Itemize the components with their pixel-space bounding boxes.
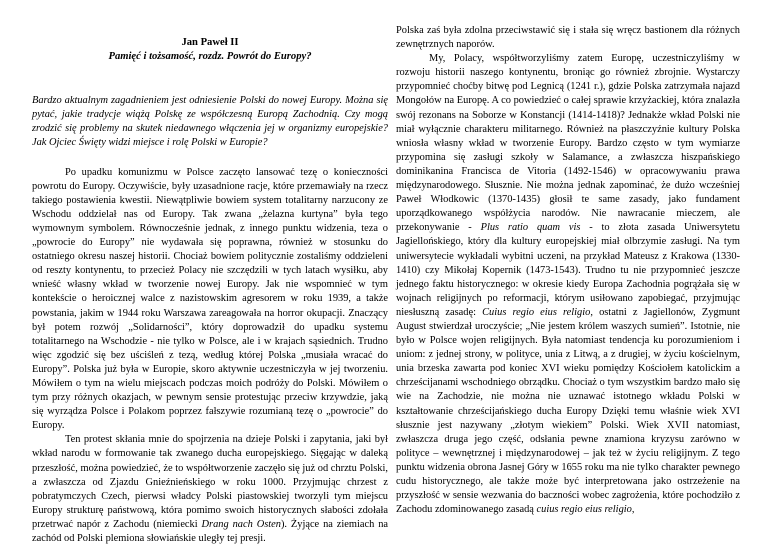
work-title: Pamięć i tożsamość, rozdz. Powrót do Europy?	[108, 51, 312, 63]
right-column	[396, 24, 740, 517]
paragraph-3-text-d: ,	[631, 504, 635, 516]
paragraph-3-text-c: , ostatni z Jagiellonów, Zygmunt August stwierdzał uroczyście; „Nie jestem królem waszych sumień”. Istotnie, nie było w Polsce wojen religijnych. Była natomiast tendencja ku porozumieniom i uniom: z jednej strony, w polityce, unia z Litwą, a z drugiej, w życiu kościelnym, unia brzeska zawarta pod koniec XVI wieku pomiędzy Kościołem katolickim a chrześcijanami wschodniego obrządku. Chociaż o tym wszystkim bardzo mało się wie na Zachodzie, nie można nie uznawać istotnego wkładu Polski w kształtowanie chrześcijańskiego ducha Europy Dzięki temu właśnie wiek XVI słusznie jest nazywany „złotym wiekiem” Polski. Wiek XVII natomiast, zwłaszcza druga jego część, odsłania pewne znamiona kryzysu zarówno w polityce – wewnętrznej i międzynarodowej – jak też w życiu religijnym. Z tego punktu widzenia obrona Jasnej Góry w 1655 roku ma nie tylko charakter pewnego cudu historycznego, ale także może być interpretowana jako ostrzeżenie na przyszłość w sensie wezwania do baczności wobec zagrożenia, które pochodziło z Zachodu zdominowanego zasadą	[396, 306, 740, 516]
continued-paragraph: Polska zaś była zdolna przeciwstawić się i stała się wręcz bastionem dla różnych zewnętrznych naporów.	[396, 25, 740, 51]
author-heading: Jan Paweł II	[181, 37, 239, 48]
body-paragraph-2	[32, 433, 388, 546]
title-block	[32, 36, 388, 64]
body-paragraph-3	[396, 52, 740, 517]
drang-nach-osten-phrase: Drang nach Osten	[201, 518, 281, 530]
paragraph-2-text-b: ). Żyjące na ziemiach na zachód od Polski plemiona słowiańskie uległy tej presji.	[32, 518, 388, 544]
plus-ratio-phrase: Plus ratio quam vis	[480, 222, 581, 234]
paragraph-2-text-a: Ten protest skłania mnie do spojrzenia na dzieje Polski i zapytania, jaki był wkład narodu w formowanie tak zwanego ducha europejskiego. Sięgając w daleką przeszłość, można powiedzieć, że to współtworzenie zaczęło się już od chrztu Polski, a zwłaszcza od Zjazdu Gnieźnieńskiego w roku 1000. Przyjmując chrzest z pobratymczych Czech, pierwsi władcy Polski piastowskiej tworzyli tym miejscu Europy strukturę państwową, która pomimo swoich historycznych słabości zdołała przetrwać napór z Zachodu (niemiecki	[32, 434, 388, 530]
body-paragraph-1: Po upadku komunizmu w Polsce zaczęto lansować tezę o konieczności powrotu do Europy. Oczywiście, były uzasadnione racje, które przemawiały na rzecz takiego postawienia kwestii. Niewątpliwie bowiem system totalitarny narzucony ze Wschodu oddzielał nas od Europy. Tak zwana „żelazna kurtyna” była tego wymownym symbolem. Równocześnie jednak, z innego punktu widzenia, teza o „powrocie do Europy” nie wydawała się poprawna, również w stosunku do ostatniego okresu naszej historii. Chociaż bowiem politycznie zostaliśmy oddzieleni od reszty kontynentu, to przecież Polacy nie szczędzili w tych latach wysiłku, aby wnieść własny wkład w tworzenie nowej Europy. Jak nie wspomnieć w tym kontekście o heroicznej walce z nazistowskim agresorem w roku 1939, a także powstania, jakim w 1944 roku Warszawa zareagowała na horror okupacji. Znaczący był potem rozwój „Solidarności”, który doprowadził do upadku systemu totalitarnego na Wschodzie - nie tylko w Polsce, ale i w krajach sąsiednich. Trudno więc zgodzić się bez uściśleń z tezą, według której Polska „musiała wracać do Europy”. Polska już była w Europie, skoro aktywnie uczestniczyła w jej tworzeniu. Mówiłem o tym na wielu miejscach podczas moich podróży do Polski. Mówiłem o tym przy różnych okazjach, w pewnym sensie protestując przeciw krzywdzie, jaką się wyrządza Polsce i Polakom poprzez fałszywie rozumianą tezę o „powrocie” do Europy.	[32, 166, 388, 432]
paragraph-3-text-a: My, Polacy, współtworzyliśmy zatem Europę, uczestniczyliśmy w rozwoju historii naszego kontynentu, broniąc go również zbrojnie. Wystarczy przypomnieć choćby bitwę pod Legnicą (1241 r.), gdzie Polska zatrzymała najazd Mongołów na Europę. A co powiedzieć o całej sprawie krzyżackiej, która znalazła swój rezonans na Soborze w Konstancji (1414-1418)? Jednakże wkład Polski nie miał wyłącznie charakteru militarnego. Również na płaszczyźnie kultury Polska wniosła własny wkład w tworzenie Europy. Bardzo często w tym wymiarze przypomina się zasługi szkoły w Salamance, a zwłaszcza hiszpańskiego dominikanina Francisca de Vitoria (1492-1546) w opracowywaniu prawa międzynarodowego. Słusznie. Nie można jednak zapominać, że dużo wcześniej Paweł Włodkowic (1370-1435) głosił te same zasady, jako fundament uporządkowanego współżycia narodów. Nie nawracanie mieczem, ale przekonywanie -	[396, 53, 740, 234]
left-column	[32, 24, 388, 546]
intro-question: Bardzo aktualnym zagadnieniem jest odniesienie Polski do nowej Europy. Można się pytać, jakie tradycje wiążą Polskę ze współczesną Europą Zachodnią. Czy mogą zrodzić się problemy na skutek niedawnego włączenia jej w organizmy europejskie? Jak Ojciec Święty widzi miejsce i rolę Polski w Europie?	[32, 95, 388, 149]
cuius-regio-phrase-2: cuius regio eius religio	[536, 504, 632, 516]
paragraph-3-text-b: - to złota zasada Uniwersytetu Jagiellońskiego, który dla kultury europejskiej miał olbrzymie zasługi. Na tym uniwersytecie wykładali wybitni uczeni, na przykład Mateusz z Krakowa (1330-1410) czy Mikołaj Kopernik (1473-1543). Trudno tu nie przypomnieć jeszcze jednego faktu historycznego: w okresie kiedy Europa Zachodnia pogrążała się w wojnach religijnych po reformacji, którym usiłowano zapobiegać, przyjmując niesłuszną zasadę:	[396, 222, 740, 318]
cuius-regio-phrase-1: Cuius regio eius religio	[482, 306, 591, 318]
